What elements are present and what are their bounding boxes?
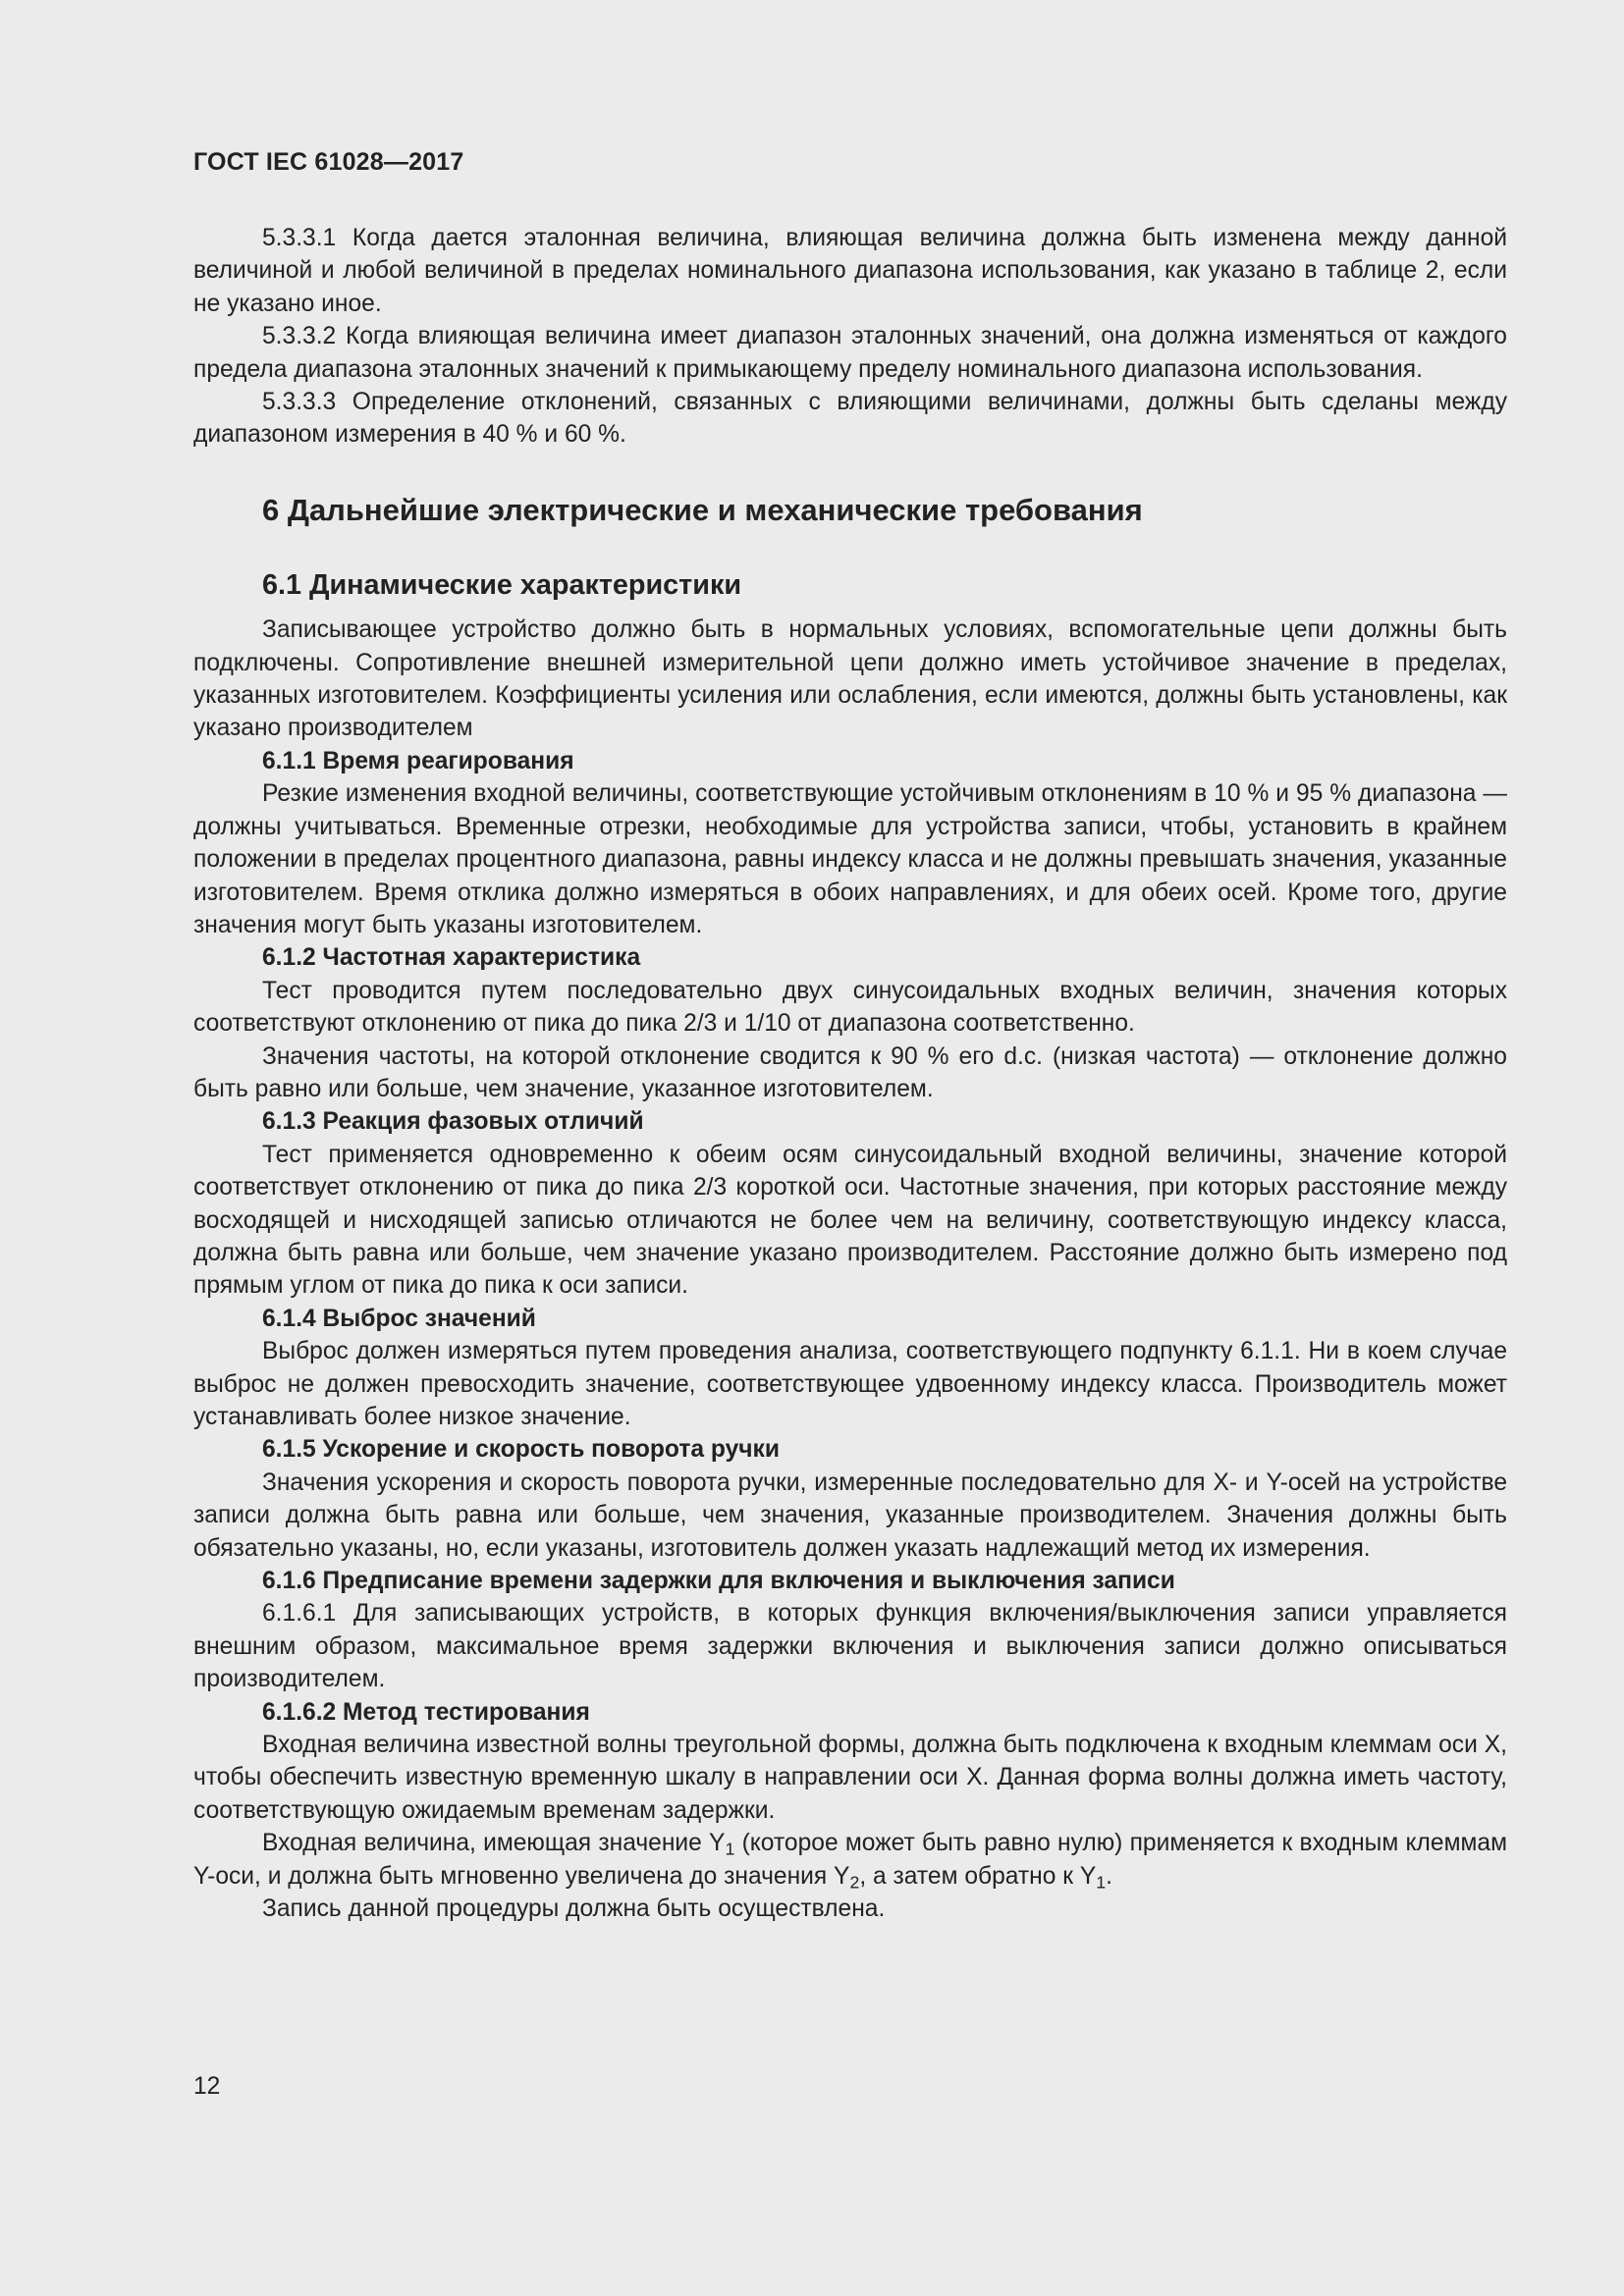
- subscript: 1: [1096, 1872, 1107, 1893]
- paragraph-6-1-6-2-c: Запись данной процедуры должна быть осуществлена.: [262, 1896, 886, 1923]
- section-6-1-5-heading: 6.1.5 Ускорение и скорость поворота ручки: [262, 1436, 780, 1464]
- paragraph-6-1-3: Тест применяется одновременно к обеим осям синусоидальный входной величины, значение которой соответствует отклонению от пика до пика 2/3 короткой оси. Частотные значения, при которых расстояние между восходящей и нисходящей записью отличаются не более чем на величину, соответствующую индексу класса, должна быть равна или больше, чем значение указано производителем. Расстояние должно быть измерено под прямым углом от пика до пика к оси записи.: [193, 1141, 1507, 1300]
- text-segment: (которое может быть равно нулю) применяется к входным клеммам Y-оси, и должна быть мгновенно увеличена до значения Y: [193, 1830, 1507, 1890]
- document-body: [193, 222, 1507, 1926]
- paragraph-5-3-3-3: 5.3.3.3 Определение отклонений, связанных с влияющими величинами, должны быть сделаны между диапазоном измерения в 40 % и 60 %.: [193, 389, 1507, 449]
- section-6-heading: 6 Дальнейшие электрические и механические требования: [262, 492, 1143, 527]
- section-6-1-3-heading: 6.1.3 Реакция фазовых отличий: [262, 1108, 644, 1136]
- section-6-1-6-heading: 6.1.6 Предписание времени задержки для включения и выключения записи: [262, 1568, 1175, 1595]
- text-segment: Входная величина, имеющая значение Y: [262, 1830, 726, 1857]
- paragraph-5-3-3-2: 5.3.3.2 Когда влияющая величина имеет диапазон эталонных значений, она должна изменяться от каждого предела диапазона эталонных значений к примыкающему пределу номинального диапазона использования.: [193, 323, 1507, 383]
- paragraph-5-3-3-1: 5.3.3.1 Когда дается эталонная величина, влияющая величина должна быть изменена между данной величиной и любой величиной в пределах номинального диапазона использования, как указано в таблице 2, если не указано иное.: [193, 225, 1507, 317]
- paragraph-6-1-1: Резкие изменения входной величины, соответствующие устойчивым отклонениям в 10 % и 95 % диапазона — должны учитываться. Временные отрезки, необходимые для устройства записи, чтобы, установить в крайнем положении в пределах процентного диапазона, равны индексу класса и не должны превышать значения, указанные изготовителем. Время отклика должно измеряться в обоих направлениях, и для обеих осей. Кроме того, другие значения могут быть указаны изготовителем.: [193, 780, 1507, 938]
- section-6-1-4-heading: 6.1.4 Выброс значений: [262, 1305, 536, 1332]
- section-6-1-2-heading: 6.1.2 Частотная характеристика: [262, 944, 641, 972]
- subscript: 2: [849, 1872, 860, 1893]
- paragraph-6-1-6-2-a: Входная величина известной волны треугольной формы, должна быть подключена к входным клеммам оси X, чтобы обеспечить известную временную шкалу в направлении оси X. Данная форма волны должна иметь частоту, соответствующую ожидаемым временам задержки.: [193, 1732, 1507, 1824]
- section-6-1-heading: 6.1 Динамические характеристики: [262, 568, 742, 601]
- paragraph-6-1-2-a: Тест проводится путем последовательно двух синусоидальных входных величин, значения которых соответствуют отклонению от пика до пика 2/3 и 1/10 от диапазона соответственно.: [193, 977, 1507, 1038]
- paragraph-6-1-2-b: Значения частоты, на которой отклонение сводится к 90 % его d.c. (низкая частота) — отклонение должно быть равно или больше, чем значение, указанное изготовителем.: [193, 1042, 1507, 1102]
- section-6-1-1-heading: 6.1.1 Время реагирования: [262, 747, 574, 774]
- paragraph-6-1: Записывающее устройство должно быть в нормальных условиях, вспомогательные цепи должны быть подключены. Сопротивление внешней измерительной цепи должно иметь устойчивое значение в пределах, указанных изготовителем. Коэффициенты усиления или ослабления, если имеются, должны быть установлены, как указано производителем: [193, 616, 1507, 742]
- text-segment: , а затем обратно к Y: [859, 1862, 1097, 1890]
- section-6-1-6-2-heading: 6.1.6.2 Метод тестирования: [262, 1698, 590, 1726]
- page-number: 12: [193, 2073, 221, 2100]
- paragraph-6-1-4: Выброс должен измеряться путем проведения анализа, соответствующего подпункту 6.1.1. Ни в коем случае выброс не должен превосходить значение, соответствующее удвоенному индексу класса. Производитель может устанавливать более низкое значение.: [193, 1338, 1507, 1430]
- document-header: ГОСТ IEC 61028—2017: [193, 148, 464, 176]
- paragraph-6-1-6-2-b: [193, 1827, 1507, 1893]
- paragraph-6-1-5: Значения ускорения и скорость поворота ручки, измеренные последовательно для X- и Y-осей на устройстве записи должна быть равна или больше, чем значения, указанные производителем. Значения должны быть обязательно указаны, но, если указаны, изготовитель должен указать надлежащий метод их измерения.: [193, 1468, 1507, 1562]
- subscript: 1: [725, 1839, 735, 1859]
- paragraph-6-1-6-1: 6.1.6.1 Для записывающих устройств, в которых функция включения/выключения записи управляется внешним образом, максимальное время задержки включения и выключения записи должно описываться производителем.: [193, 1600, 1507, 1693]
- text-segment: .: [1106, 1862, 1112, 1890]
